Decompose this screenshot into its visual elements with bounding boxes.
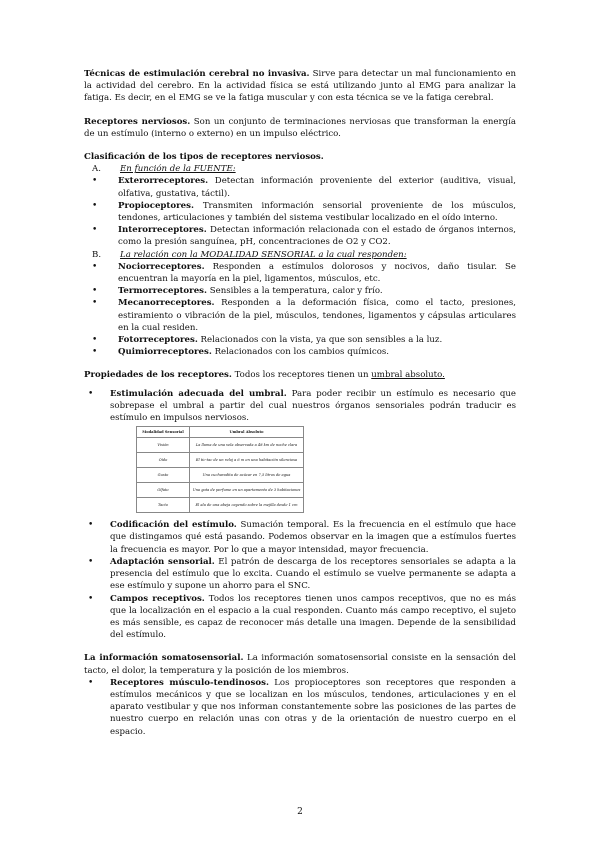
list-item-title: Receptores músculo-tendinosos. bbox=[110, 677, 269, 688]
list-item bbox=[84, 519, 516, 556]
document-page bbox=[84, 68, 516, 738]
paragraph-receptors-text: Son un conjunto de terminaciones nerviosas que transforman la energía de un estímulo (interno o externo) en un impulso eléctrico. bbox=[84, 116, 517, 139]
list-modality bbox=[84, 261, 516, 359]
list-item bbox=[92, 346, 516, 358]
list-item bbox=[92, 297, 516, 334]
paragraph-techniques-title: Técnicas de estimulación cerebral no invasiva. bbox=[84, 69, 310, 79]
subheading-a bbox=[92, 163, 516, 175]
list-item-text: Los propioceptores son receptores que responden a estímulos mecánicos y que se localizan en los músculos, tendones, articulaciones y en el aparato vestibular y que nos informan constantemente sobre las posiciones de las partes de nuestro cuerpo en relación unas con otras y de la orientación de nuestro cuerpo en el espacio. bbox=[110, 677, 516, 737]
paragraph-techniques-text: Sirve para detectar un mal funcionamiento en la actividad del cerebro. En la actividad física se está utilizando junto al EMG para analizar la fatiga. Es decir, en el EMG se ve la fatiga muscular y con esta técnica se ve la fatiga cerebral. bbox=[84, 69, 516, 104]
list-item-title: Campos receptivos. bbox=[110, 593, 205, 604]
list-item-text: Relacionados con la vista, ya que son sensibles a la luz. bbox=[197, 335, 443, 346]
list-item-title: Codificación del estímulo. bbox=[110, 520, 237, 531]
table-cell: El tic-tac de un reloj a 6 m en una habitación silenciosa bbox=[190, 453, 304, 468]
list-item-title: Fotorreceptores. bbox=[118, 335, 198, 346]
list-item bbox=[92, 175, 516, 199]
list-item bbox=[84, 677, 516, 738]
table-cell: Tacto bbox=[137, 498, 190, 513]
list-item bbox=[92, 224, 516, 248]
list-item-text: Para poder recibir un estímulo es necesario que sobrepase el umbral a partir del cual nuestros órganos sensoriales podrán traducir es estímulo en impulsos nerviosos. bbox=[110, 388, 516, 424]
properties-underlined: umbral absoluto. bbox=[371, 370, 445, 381]
list-item-title: Propioceptores. bbox=[118, 200, 194, 211]
list-properties bbox=[84, 388, 516, 642]
list-item-text: Responden a estímulos dolorosos y nocivos, daño tisular. Se encuentran la mayoría en la piel, ligamentos, músculos, etc. bbox=[118, 261, 516, 285]
table-cell: Olfato bbox=[137, 483, 190, 498]
subheading-b-title: La relación con la MODALIDAD SENSORIAL a la cual responden: bbox=[120, 249, 407, 260]
table-row bbox=[137, 483, 304, 498]
list-item-text: El patrón de descarga de los receptores sensoriales se adapta a la presencia del estímulo que lo excita. Cuando el estímulo se vuelve permanente se adapta a ese estímulo y supone un ahorro para el SNC. bbox=[110, 556, 516, 592]
properties-title bbox=[84, 369, 516, 381]
list-item-title: Adaptación sensorial. bbox=[110, 556, 215, 567]
table-row bbox=[137, 453, 304, 468]
table-cell: Oído bbox=[137, 453, 190, 468]
list-item-title: Exterorreceptores. bbox=[118, 176, 209, 187]
paragraph-receptors-title: Receptores nerviosos. bbox=[84, 116, 191, 127]
list-item-text: Relacionados con los cambios químicos. bbox=[211, 347, 390, 358]
table-cell: Una gota de perfume en un apartamento de 3 habitaciones bbox=[190, 483, 304, 498]
list-item bbox=[92, 200, 516, 224]
list-item-text: Responden a la deformación física, como el tacto, presiones, estiramiento o vibración de la piel, músculos, tendones, ligamentos y cápsulas articulares en la cual residen. bbox=[118, 298, 516, 333]
table-cell: Una cucharadita de azúcar en 7,5 litros de agua bbox=[190, 468, 304, 483]
list-somatosensory bbox=[84, 677, 516, 738]
properties-title-text: Propiedades de los receptores. bbox=[84, 370, 232, 381]
list-item-title: Termorreceptores. bbox=[118, 286, 207, 297]
list-item bbox=[92, 261, 516, 285]
list-item-title: Nociorreceptores. bbox=[118, 261, 205, 272]
list-item bbox=[84, 556, 516, 593]
classification-section bbox=[84, 151, 516, 358]
subheading-b bbox=[92, 249, 516, 261]
list-source bbox=[84, 175, 516, 248]
threshold-table bbox=[136, 426, 304, 513]
properties-section bbox=[84, 369, 516, 641]
table-row bbox=[137, 468, 304, 483]
somatosensory-section bbox=[84, 652, 516, 737]
paragraph-techniques bbox=[84, 68, 516, 105]
list-item-text: Sensibles a la temperatura, calor y frío. bbox=[207, 286, 383, 297]
table-cell: La llama de una vela observada a 48 km de noche clara bbox=[190, 438, 304, 453]
list-item-text: Detectan información proveniente del exterior (auditiva, visual, olfativa, gustativa, táctil). bbox=[118, 176, 516, 199]
classification-title-text: Clasificación de los tipos de receptores nerviosos. bbox=[84, 152, 324, 163]
table-header: Umbral Absoluto bbox=[190, 427, 304, 438]
list-item-text: Todos los receptores tienen unos campos receptivos, que no es más que la localización en el espacio a la cual responden. Cuanto más campo receptivo, el sujeto es más sensible, es capaz de reconocer más detalle una imagen. Depende de la sensibilidad del estímulo. bbox=[110, 593, 516, 641]
list-item-title: Mecanorreceptores. bbox=[118, 298, 215, 309]
subheading-a-title: En función de la FUENTE: bbox=[120, 164, 236, 175]
list-item bbox=[84, 593, 516, 642]
somatosensory-text: La información somatosensorial consiste en la sensación del tacto, el dolor, la temperatura y la posición de los miembros. bbox=[84, 653, 516, 676]
table-cell: El ala de una abeja cayendo sobre la mejilla desde 1 cm bbox=[190, 498, 304, 513]
table-row bbox=[137, 438, 304, 453]
list-item-title: Interorreceptores. bbox=[118, 225, 207, 236]
classification-title bbox=[84, 151, 516, 163]
properties-intro: Todos los receptores tienen un bbox=[231, 370, 372, 381]
paragraph-receptors bbox=[84, 116, 516, 140]
list-item-text: Detectan información relacionada con el estado de órganos internos, como la presión sanguínea, pH, concentraciones de O2 y CO2. bbox=[118, 225, 516, 248]
table-cell: Gusto bbox=[137, 468, 190, 483]
list-item bbox=[92, 334, 516, 346]
list-item-text: Sumación temporal. Es la frecuencia en el estímulo que hace que distingamos qué está pasando. Podemos observar en la imagen que a estímulos fuertes la frecuencia es mayor. Por lo que a mayor intensidad, mayor frecuencia. bbox=[110, 520, 516, 555]
list-item-text: Transmiten información sensorial proveniente de los músculos, tendones, articulaciones y también del sistema vestibular localizado en el oído interno. bbox=[118, 200, 516, 224]
list-item bbox=[92, 285, 516, 297]
subheading-a-label: A. bbox=[92, 164, 101, 175]
table-row bbox=[137, 498, 304, 513]
page-number: 2 bbox=[297, 807, 303, 817]
list-item bbox=[84, 388, 516, 514]
list-item-title: Quimiorreceptores. bbox=[118, 347, 212, 358]
table-header: Modalidad Sensorial bbox=[137, 427, 190, 438]
subheading-b-label: B. bbox=[92, 249, 102, 260]
list-item-title: Estimulación adecuada del umbral. bbox=[110, 388, 287, 399]
somatosensory-paragraph bbox=[84, 652, 516, 676]
somatosensory-title: La información somatosensorial. bbox=[84, 653, 244, 664]
table-cell: Visión bbox=[137, 438, 190, 453]
